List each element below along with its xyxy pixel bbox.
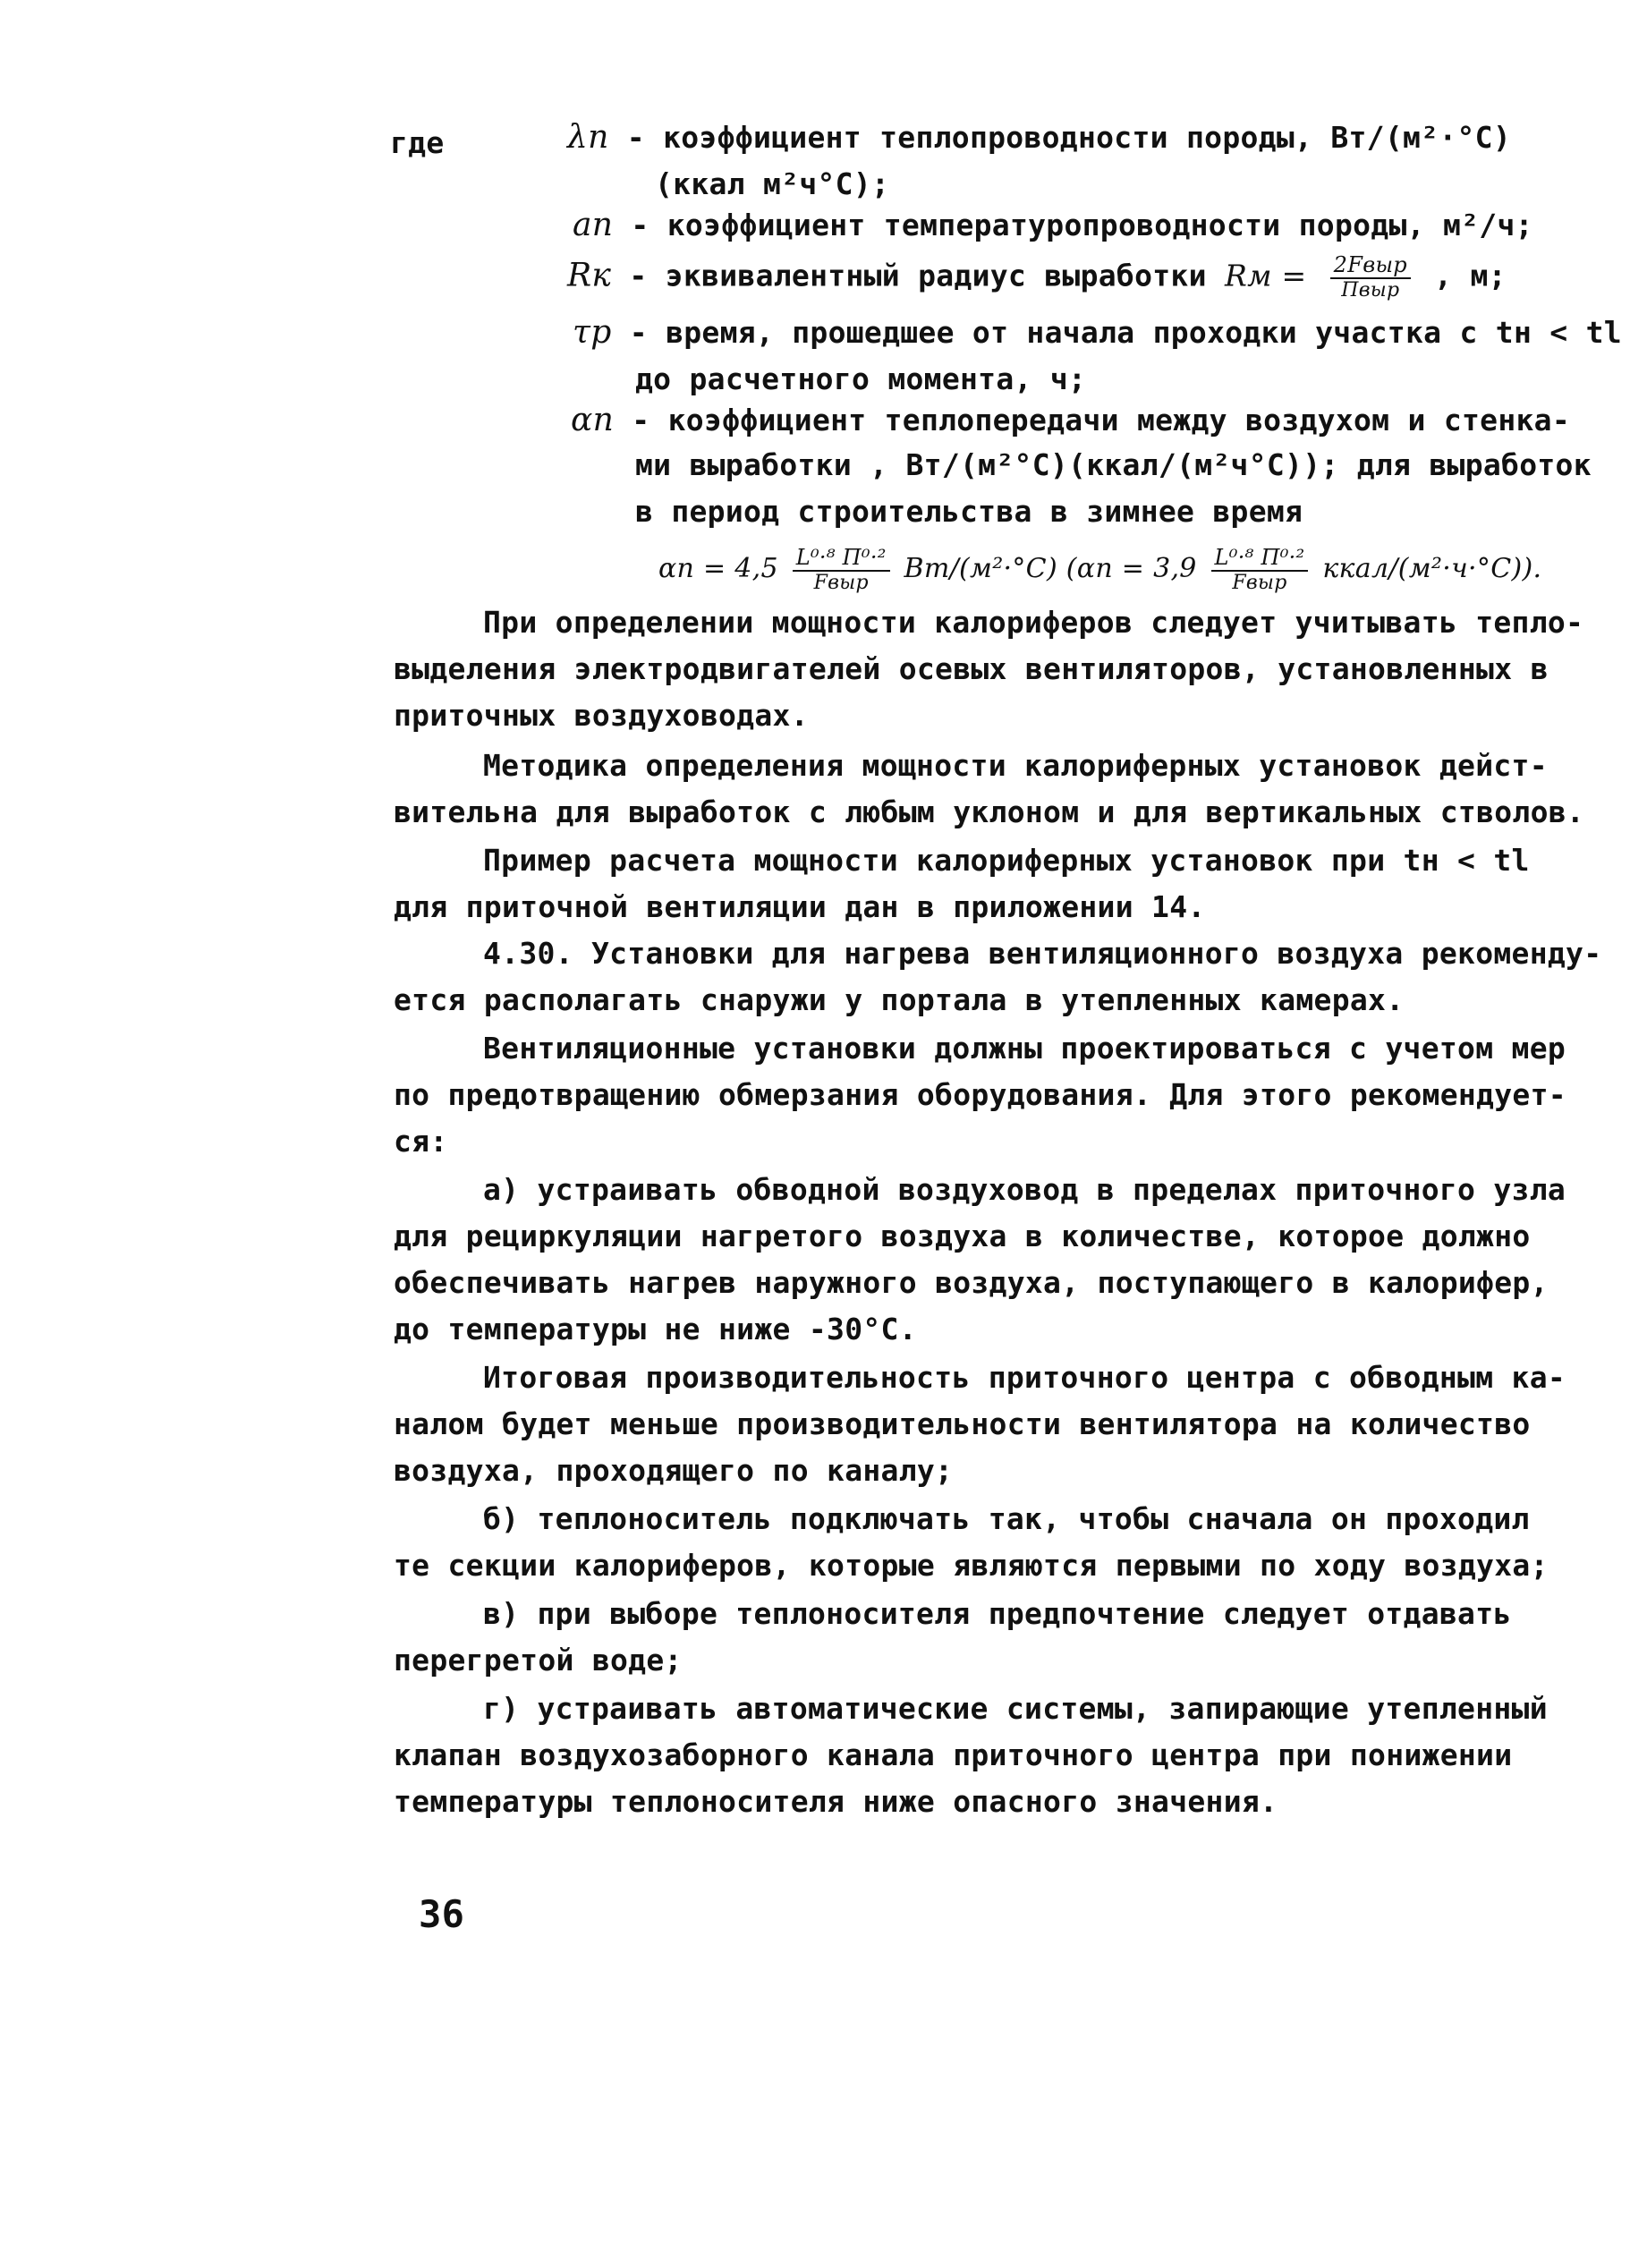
paragraph-6-line-3: воздуха, проходящего по каналу; xyxy=(394,1453,954,1488)
definition-lambda-line2: (ккал м²ч°С); xyxy=(655,166,890,201)
symbol-alpha: αп xyxy=(571,402,615,438)
R-formula-denominator: Пвыр xyxy=(1341,279,1400,302)
item-b-line-2: те секции калориферов, которые являются первыми по ходу воздуха; xyxy=(394,1548,1549,1583)
paragraph-5-line-2: по предотвращению обмерзания оборудования. Для этого рекомендует- xyxy=(394,1077,1566,1112)
paragraph-4-line-1: 4.30. Установки для нагрева вентиляционного воздуха рекоменду- xyxy=(483,936,1602,971)
paragraph-1-line-1: При определении мощности калориферов следует учитывать тепло- xyxy=(483,605,1584,640)
definition-tau-text: - время, прошедшее от начала проходки участка с tн < tl xyxy=(629,315,1622,350)
definition-R xyxy=(567,252,1507,302)
paragraph-3-line-1: Пример расчета мощности калориферных установок при tн < tl xyxy=(483,843,1530,878)
definition-tau xyxy=(573,315,1622,351)
item-g-line-1: г) устраивать автоматические системы, запирающие утепленный xyxy=(483,1691,1548,1726)
paragraph-1-line-2: выделения электродвигателей осевых вентиляторов, установленных в xyxy=(394,651,1549,686)
item-a-line-1: а) устраивать обводной воздуховод в пределах приточного узла xyxy=(483,1172,1566,1207)
item-v-line-1: в) при выборе теплоносителя предпочтение следует отдавать xyxy=(483,1596,1512,1631)
symbol-tau: τр xyxy=(573,314,612,351)
definition-lambda-text: - коэффициент теплопроводности породы, Вт/(м²·°С) xyxy=(626,120,1511,155)
R-unit: , м; xyxy=(1434,258,1507,293)
definition-alpha-line2: ми выработки , Вт/(м²°С)(ккал/(м²ч°С)); для выработок xyxy=(635,447,1592,482)
paragraph-2-line-1: Методика определения мощности калориферных установок дейст- xyxy=(483,748,1548,783)
item-g-line-3: температуры теплоносителя ниже опасного значения. xyxy=(394,1784,1278,1819)
alpha-formula-fraction-1 xyxy=(793,545,890,595)
alpha-formula xyxy=(658,542,1541,596)
definition-alpha-text: - коэффициент теплопередачи между воздухом и стенка- xyxy=(632,403,1570,437)
symbol-lambda: λп xyxy=(567,119,609,156)
paragraph-6-line-2: налом будет меньше производительности вентилятора на количество xyxy=(394,1406,1531,1441)
alpha-formula-numerator-1: L⁰·⁸ П⁰·² xyxy=(793,545,890,572)
item-a-line-4: до температуры не ниже -30°С. xyxy=(394,1312,917,1346)
item-g-line-2: клапан воздухозаборного канала приточного центра при понижении xyxy=(394,1737,1513,1772)
paragraph-5-line-1: Вентиляционные установки должны проектироваться с учетом мер xyxy=(483,1031,1566,1066)
definition-a xyxy=(573,208,1533,243)
paragraph-6-line-1: Итоговая производительность приточного центра с обводным ка- xyxy=(483,1360,1566,1395)
page-number: 36 xyxy=(419,1892,465,1936)
R-formula-fraction xyxy=(1330,252,1411,302)
alpha-formula-unit-1: Вт/(м²·°С) (αп = 3,9 xyxy=(904,553,1197,584)
item-b-line-1: б) теплоноситель подключать так, чтобы сначала он проходил xyxy=(483,1501,1530,1536)
alpha-formula-denominator-2: Fвыр xyxy=(1232,572,1287,594)
symbol-R: Rк xyxy=(567,257,612,294)
alpha-formula-numerator-2: L⁰·⁸ П⁰·² xyxy=(1211,545,1309,572)
item-v-line-2: перегретой воде; xyxy=(394,1643,683,1678)
definition-alpha-line3: в период строительства в зимнее время xyxy=(635,494,1303,529)
alpha-formula-fraction-2 xyxy=(1211,545,1309,595)
definition-lambda xyxy=(567,120,1511,156)
paragraph-4-line-2: ется располагать снаружи у портала в утепленных камерах. xyxy=(394,982,1405,1017)
paragraph-2-line-2: вительна для выработок с любым уклоном и для вертикальных стволов. xyxy=(394,794,1585,829)
item-a-line-2: для рециркуляции нагретого воздуха в количестве, которое должно xyxy=(394,1219,1531,1253)
R-formula-numerator: 2Fвыр xyxy=(1330,252,1411,279)
alpha-formula-lhs: αп = 4,5 xyxy=(658,553,778,584)
definition-alpha xyxy=(571,403,1570,438)
alpha-formula-unit-2: ккал/(м²·ч·°С)). xyxy=(1322,553,1542,584)
paragraph-3-line-2: для приточной вентиляции дан в приложении 14. xyxy=(394,889,1206,924)
R-formula-lhs: Rм = xyxy=(1224,258,1307,293)
where-word: где xyxy=(390,125,445,160)
alpha-formula-denominator-1: Fвыр xyxy=(813,572,869,594)
paragraph-1-line-3: приточных воздуховодах. xyxy=(394,698,809,733)
definition-R-text: - эквивалентный радиус выработки xyxy=(629,258,1207,293)
paragraph-5-line-3: ся: xyxy=(394,1124,448,1159)
definition-a-text: - коэффициент температуропроводности породы, м²/ч; xyxy=(631,208,1533,242)
definition-tau-line2: до расчетного момента, ч; xyxy=(635,361,1087,396)
symbol-a: aп xyxy=(573,207,614,243)
item-a-line-3: обеспечивать нагрев наружного воздуха, поступающего в калорифер, xyxy=(394,1265,1549,1300)
